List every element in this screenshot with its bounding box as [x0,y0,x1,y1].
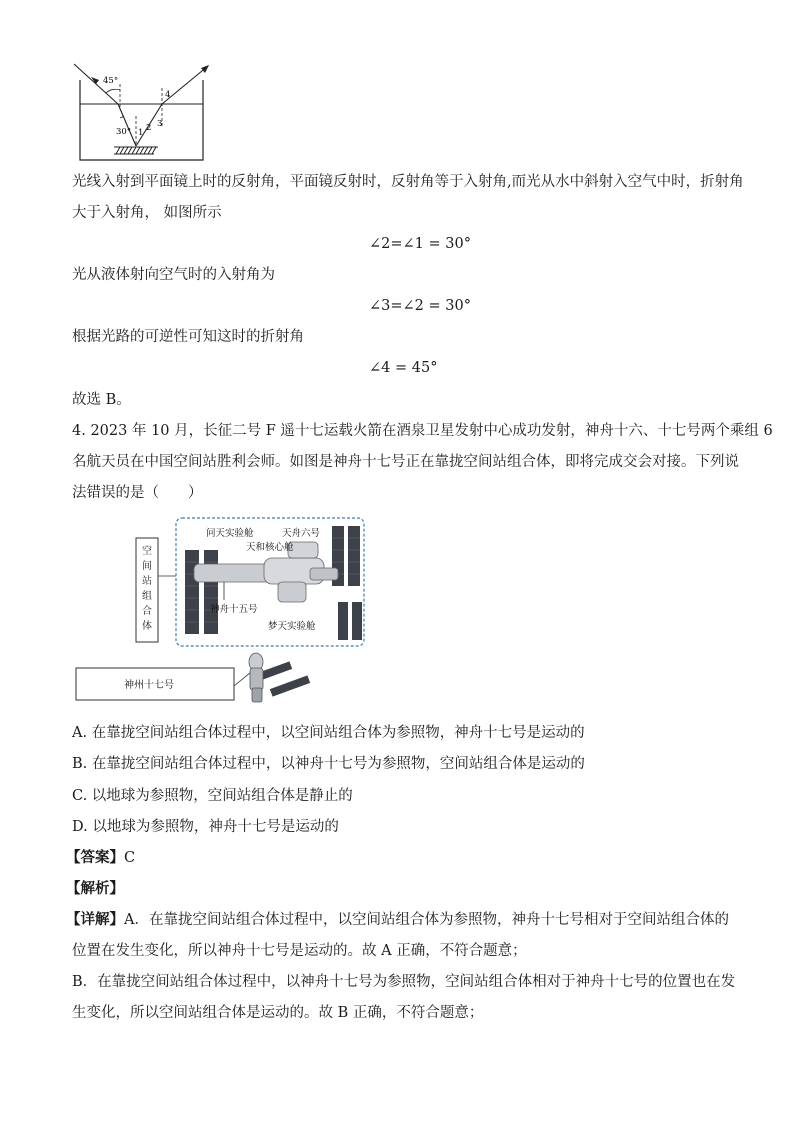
label-tianhe: 天和核心舱 [246,542,294,553]
ray-1-label: 1 [138,128,144,138]
answer-row [66,848,135,868]
text-line-1: 光线入射到平面镜上时的反射角，平面镜反射时，反射角等于入射角,而光从水中斜射入空气中时，折射角 [72,174,744,190]
question-4-line-2: 名航天员在中国空间站胜利会师。如图是神舟十七号正在靠拢空间站组合体，即将完成交会对接。下列说 [72,454,739,470]
ray-2-label: 2 [146,123,152,133]
ray-3-label: 3 [157,119,163,129]
option-a: A. 在靠拢空间站组合体过程中，以空间站组合体为参照物，神舟十七号是运动的 [72,725,585,741]
text-line-4: 根据光路的可逆性可知这时的折射角 [72,329,304,345]
option-d: D. 以地球为参照物，神舟十七号是运动的 [72,819,339,835]
option-b: B. 在靠拢空间站组合体过程中，以神舟十七号为参照物，空间站组合体是运动的 [72,756,585,772]
angle-45-label: 45° [103,76,119,86]
text-line-5: 故选 B。 [72,392,131,408]
analysis-line-2: 位置在发生变化，所以神舟十七号是运动的。故 A 正确，不符合题意； [72,943,527,959]
label-shenzhou17: 神州十七号 [124,680,174,691]
analysis-line-3: B．在靠拢空间站组合体过程中，以神舟十七号为参照物，空间站组合体相对于神舟十七号的位置也在发 [72,974,736,990]
side-label-char-5: 合 [142,606,152,617]
answer-value: C [124,850,136,866]
option-c: C. 以地球为参照物，空间站组合体是静止的 [72,788,353,804]
side-label-char-2: 间 [142,561,152,572]
label-wentian: 问天实验舱 [206,528,254,539]
label-mengtian: 梦天实验舱 [268,621,316,632]
side-label-char-6: 体 [142,621,152,632]
text-line-2: 大于入射角， 如图所示 [72,205,222,221]
ray-4-label: 4 [165,90,171,100]
analysis-label: 【解析】 [66,880,124,897]
space-station-figure [74,516,374,708]
label-shenzhou15: 神舟十五号 [210,604,258,615]
question-4-line-3: 法错误的是（ ） [72,485,203,501]
text-line-3: 光从液体射向空气时的入射角为 [72,267,275,283]
equation-2: ∠3=∠2 = 30° [369,298,471,314]
side-label-char-4: 组 [142,591,152,602]
analysis-text-1: A．在靠拢空间站组合体过程中，以空间站组合体为参照物，神舟十七号相对于空间站组合体的 [124,912,729,928]
equation-3: ∠4 = 45° [369,360,438,376]
side-label-char-3: 站 [142,576,152,587]
side-label-char-1: 空 [142,546,152,557]
equation-1: ∠2=∠1 = 30° [369,236,471,252]
analysis-line-4: 生变化，所以空间站组合体是运动的。故 B 正确，不符合题意； [72,1005,484,1021]
question-4-line-1: 4. 2023 年 10 月，长征二号 F 遥十七运载火箭在酒泉卫星发射中心成功发射，神舟十六、十七号两个乘组 6 [72,423,773,439]
light-path-diagram [70,58,220,164]
angle-30-label: 30° [116,127,132,137]
answer-label: 【答案】 [66,849,124,866]
analysis-line-1 [66,910,729,930]
detail-label: 【详解】 [66,911,124,928]
label-tianzhou: 天舟六号 [282,528,321,539]
